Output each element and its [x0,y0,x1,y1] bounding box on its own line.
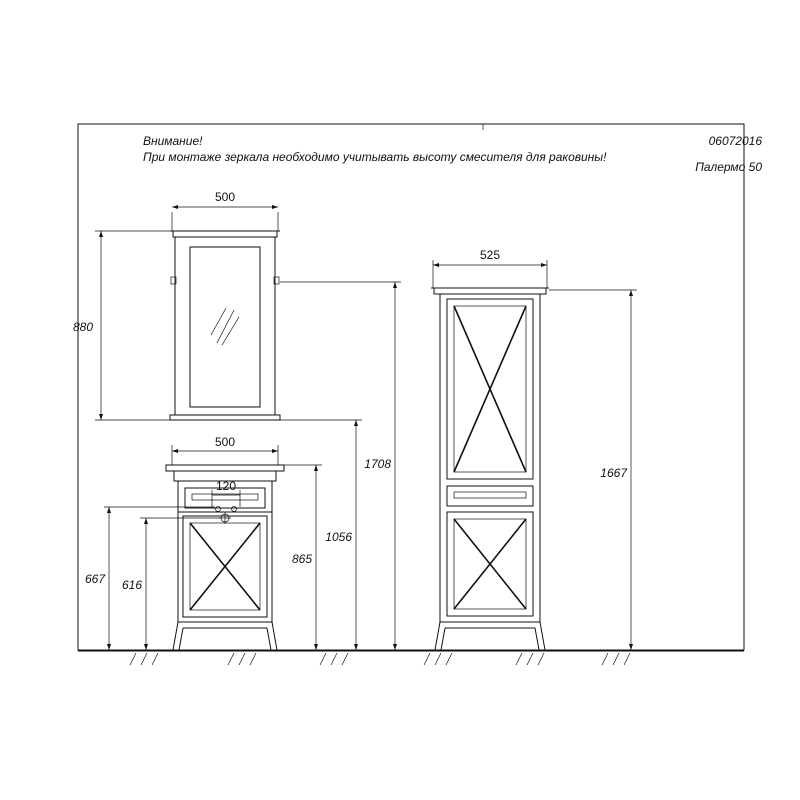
svg-text:1056: 1056 [325,530,352,544]
svg-text:616: 616 [121,578,142,592]
svg-text:1667: 1667 [600,466,627,480]
warning-text: При монтаже зеркала необходимо учитывать высоту смесителя для раковины! [143,150,607,164]
dim-column-width [433,248,547,288]
dim-mirror-width [172,190,278,231]
dim-outlet-616 [122,518,221,650]
mirror [170,231,280,420]
dim-mirror-height [73,231,170,420]
dim-vanity-height [284,465,322,650]
svg-text:500: 500 [214,190,236,204]
dim-mirror-top-height [280,282,401,650]
svg-text:865: 865 [291,552,312,566]
svg-text:1708: 1708 [364,457,391,471]
svg-text:880: 880 [72,320,93,334]
svg-text:525: 525 [479,248,501,262]
dim-column-height [549,290,637,650]
dim-vanity-width [172,435,278,465]
svg-text:120: 120 [215,479,237,493]
doc-number: 06072016 [708,134,762,148]
warning-title: Внимание! [143,134,203,148]
svg-text:667: 667 [84,572,105,586]
dim-counter-height [280,420,362,650]
dim-outlet-667 [85,507,215,650]
svg-text:500: 500 [214,435,236,449]
floor [78,651,744,665]
dim-faucet-spacing [212,479,240,507]
model-name: Палермо 50 [695,160,762,174]
column-cabinet [431,288,549,650]
